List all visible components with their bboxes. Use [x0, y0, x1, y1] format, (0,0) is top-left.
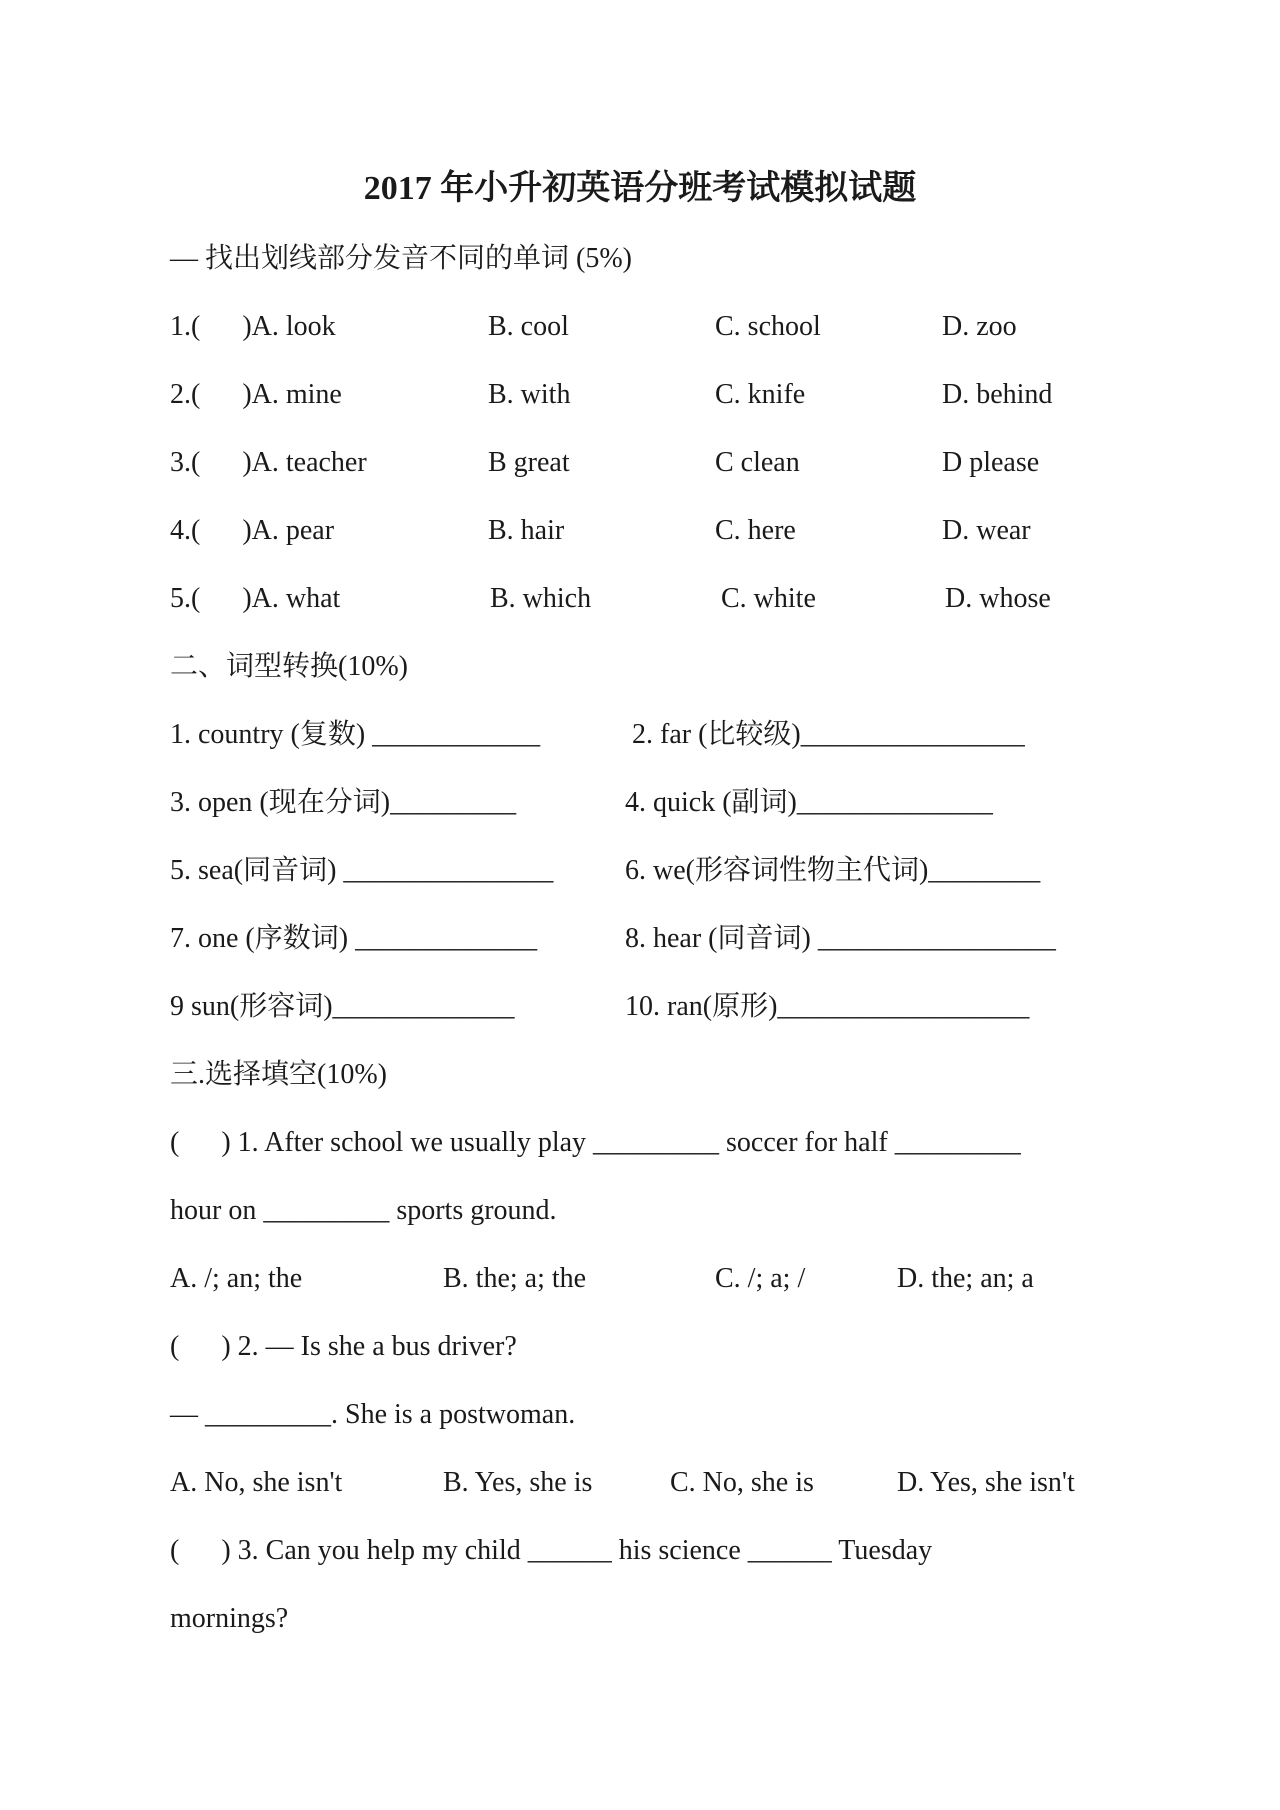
option-c: C. white	[721, 583, 816, 614]
conversion-item: 3. open (现在分词)_________	[170, 787, 517, 818]
option-b: B. with	[488, 379, 571, 410]
option-d: D. the; an; a	[897, 1263, 1034, 1294]
option-d: D please	[942, 447, 1040, 478]
option-b: B. the; a; the	[443, 1263, 587, 1294]
section3-heading: 三.选择填空(10%)	[170, 1059, 387, 1090]
option-b: B. hair	[488, 515, 565, 546]
option-c: C clean	[715, 447, 800, 478]
option-d: D. behind	[942, 379, 1053, 410]
option-b: B. Yes, she is	[443, 1467, 593, 1498]
conversion-item: 10. ran(原形)__________________	[625, 991, 1030, 1022]
option-c: C. here	[715, 515, 796, 546]
option-a: 1.( )A. look	[170, 311, 336, 342]
conversion-item: 8. hear (同音词) _________________	[625, 923, 1056, 954]
option-b: B. which	[490, 583, 592, 614]
page-title: 2017 年小升初英语分班考试模拟试题	[363, 170, 917, 207]
option-d: D. zoo	[942, 311, 1017, 342]
section2-heading: 二、词型转换(10%)	[170, 651, 408, 682]
conversion-item: 7. one (序数词) _____________	[170, 923, 538, 954]
option-a: 2.( )A. mine	[170, 379, 342, 410]
question-2-text-cont: — _________. She is a postwoman.	[170, 1399, 576, 1430]
option-a: A. No, she isn't	[170, 1467, 343, 1498]
question-3-text-cont: mornings?	[170, 1603, 289, 1634]
option-c: C. No, she is	[670, 1467, 814, 1498]
option-a: 3.( )A. teacher	[170, 447, 367, 478]
option-b: B. cool	[488, 311, 569, 342]
question-2-text: ( ) 2. — Is she a bus driver?	[170, 1331, 517, 1362]
question-1-text: ( ) 1. After school we usually play _________ soccer for half _________	[170, 1127, 1021, 1158]
conversion-item: 1. country (复数) ____________	[170, 719, 541, 750]
option-d: D. whose	[945, 583, 1051, 614]
conversion-item: 2. far (比较级)________________	[632, 719, 1025, 750]
option-d: D. wear	[942, 515, 1031, 546]
option-c: C. knife	[715, 379, 806, 410]
option-b: B great	[488, 447, 570, 478]
question-3-text: ( ) 3. Can you help my child ______ his science ______ Tuesday	[170, 1535, 933, 1566]
section1-heading: — 找出划线部分发音不同的单词 (5%)	[170, 243, 632, 274]
conversion-item: 4. quick (副词)______________	[625, 787, 993, 818]
option-a: 5.( )A. what	[170, 583, 341, 614]
option-d: D. Yes, she isn't	[897, 1467, 1075, 1498]
option-a: A. /; an; the	[170, 1263, 303, 1294]
option-a: 4.( )A. pear	[170, 515, 335, 546]
option-c: C. school	[715, 311, 821, 342]
option-c: C. /; a; /	[715, 1263, 806, 1294]
question-1-text-cont: hour on _________ sports ground.	[170, 1195, 557, 1226]
conversion-item: 9 sun(形容词)_____________	[170, 991, 515, 1022]
conversion-item: 6. we(形容词性物主代词)________	[625, 855, 1041, 886]
conversion-item: 5. sea(同音词) _______________	[170, 855, 554, 886]
